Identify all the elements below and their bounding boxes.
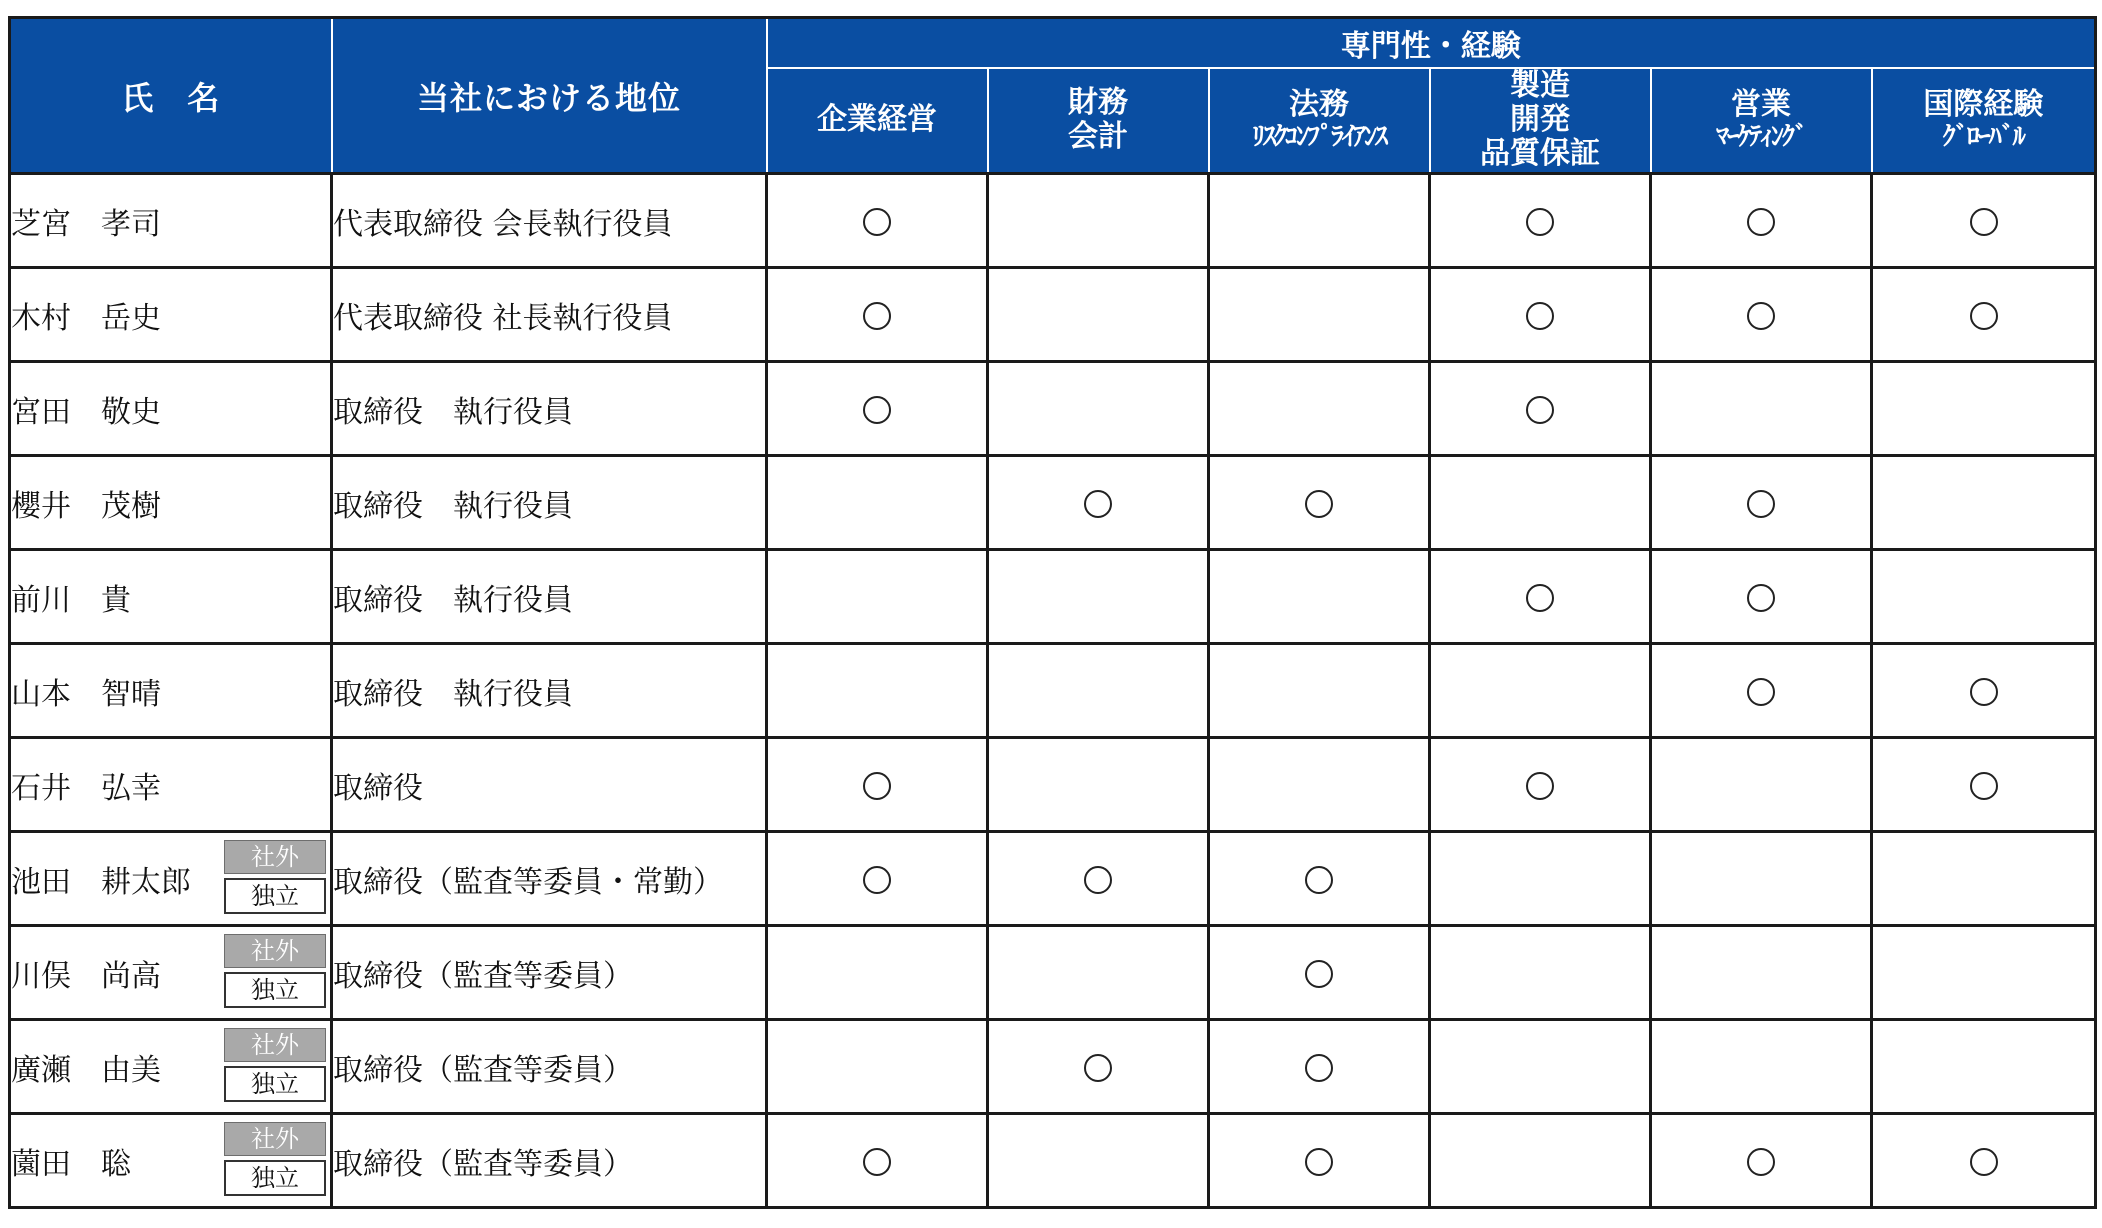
circle-mark-icon bbox=[1970, 678, 1998, 706]
outside-director-badge: 社外 bbox=[224, 1028, 326, 1062]
table-row bbox=[10, 926, 2096, 1020]
header-skill-line: 開発 bbox=[1510, 102, 1570, 138]
circle-mark-icon bbox=[1305, 1054, 1333, 1082]
header-skill-line: 品質保証 bbox=[1480, 136, 1600, 172]
header-skill-3 bbox=[1430, 68, 1651, 174]
table-row bbox=[10, 268, 2096, 362]
header-name: 氏 名 bbox=[10, 18, 332, 174]
skill-cell bbox=[1209, 738, 1430, 832]
header-skill-5 bbox=[1872, 68, 2096, 174]
director-badges bbox=[224, 840, 326, 914]
skill-cell bbox=[1430, 550, 1651, 644]
circle-mark-icon bbox=[1305, 960, 1333, 988]
director-name-cell bbox=[10, 832, 332, 926]
director-name: 川俣 尚高 bbox=[11, 958, 161, 994]
director-name: 前川 貴 bbox=[11, 582, 131, 618]
circle-mark-icon bbox=[1747, 490, 1775, 518]
table-row bbox=[10, 456, 2096, 550]
circle-mark-icon bbox=[1084, 866, 1112, 894]
skill-cell bbox=[1872, 550, 2096, 644]
skill-cell bbox=[767, 738, 988, 832]
skill-cell bbox=[1651, 832, 1872, 926]
director-name-cell bbox=[10, 644, 332, 738]
circle-mark-icon bbox=[863, 866, 891, 894]
skill-cell bbox=[1872, 1020, 2096, 1114]
skill-cell bbox=[988, 644, 1209, 738]
table-row bbox=[10, 832, 2096, 926]
skill-cell bbox=[1430, 644, 1651, 738]
skill-cell bbox=[1430, 362, 1651, 456]
skill-cell bbox=[1872, 644, 2096, 738]
skill-cell bbox=[1651, 456, 1872, 550]
header-skill-line: 国際経験 bbox=[1923, 87, 2044, 123]
circle-mark-icon bbox=[1084, 490, 1112, 518]
circle-mark-icon bbox=[1970, 208, 1998, 236]
skill-cell bbox=[1651, 1020, 1872, 1114]
header-skill-line: ｸﾞﾛｰﾊﾞﾙ bbox=[1942, 122, 2024, 153]
skill-cell bbox=[767, 174, 988, 268]
director-position: 取締役 執行役員 bbox=[332, 644, 767, 738]
table-row bbox=[10, 174, 2096, 268]
circle-mark-icon bbox=[1970, 1148, 1998, 1176]
director-badges bbox=[224, 934, 326, 1008]
table-row bbox=[10, 362, 2096, 456]
circle-mark-icon bbox=[1305, 866, 1333, 894]
table-row bbox=[10, 1020, 2096, 1114]
skill-cell bbox=[767, 926, 988, 1020]
circle-mark-icon bbox=[1747, 678, 1775, 706]
skill-cell bbox=[767, 832, 988, 926]
director-name-cell bbox=[10, 1114, 332, 1208]
director-position: 取締役 執行役員 bbox=[332, 550, 767, 644]
skill-cell bbox=[1430, 926, 1651, 1020]
skill-cell bbox=[988, 1114, 1209, 1208]
header-skill-line: ﾏｰｹﾃｨﾝｸﾞ bbox=[1715, 122, 1806, 153]
header-skill-4 bbox=[1651, 68, 1872, 174]
circle-mark-icon bbox=[1526, 302, 1554, 330]
skill-cell bbox=[988, 362, 1209, 456]
table-row bbox=[10, 550, 2096, 644]
header-skill-2 bbox=[1209, 68, 1430, 174]
circle-mark-icon bbox=[1747, 302, 1775, 330]
outside-director-badge: 社外 bbox=[224, 934, 326, 968]
skill-cell bbox=[1209, 1020, 1430, 1114]
independent-director-badge: 独立 bbox=[224, 1066, 326, 1102]
director-position: 取締役（監査等委員・常勤） bbox=[332, 832, 767, 926]
circle-mark-icon bbox=[1747, 584, 1775, 612]
independent-director-badge: 独立 bbox=[224, 878, 326, 914]
skill-cell bbox=[1209, 362, 1430, 456]
independent-director-badge: 独立 bbox=[224, 972, 326, 1008]
circle-mark-icon bbox=[863, 396, 891, 424]
director-name: 池田 耕太郎 bbox=[11, 864, 191, 900]
skill-cell bbox=[1430, 174, 1651, 268]
skill-cell bbox=[1209, 644, 1430, 738]
table-row bbox=[10, 1114, 2096, 1208]
header-skill-line: ﾘｽｸｺﾝﾌﾟﾗｲｱﾝｽ bbox=[1251, 122, 1386, 153]
skill-cell bbox=[767, 644, 988, 738]
skill-cell bbox=[988, 550, 1209, 644]
director-name: 山本 智晴 bbox=[11, 676, 161, 712]
circle-mark-icon bbox=[863, 302, 891, 330]
circle-mark-icon bbox=[1970, 302, 1998, 330]
skill-cell bbox=[1872, 174, 2096, 268]
skill-cell bbox=[1209, 1114, 1430, 1208]
header-skill-line: 法務 bbox=[1289, 87, 1349, 123]
circle-mark-icon bbox=[1747, 208, 1775, 236]
skill-cell bbox=[1651, 644, 1872, 738]
skill-cell bbox=[988, 1020, 1209, 1114]
director-name: 櫻井 茂樹 bbox=[11, 488, 161, 524]
circle-mark-icon bbox=[1526, 208, 1554, 236]
skill-cell bbox=[988, 832, 1209, 926]
circle-mark-icon bbox=[1305, 490, 1333, 518]
header-skill-line: 財務 bbox=[1068, 85, 1128, 121]
director-name: 廣瀬 由美 bbox=[11, 1052, 161, 1088]
skill-cell bbox=[1651, 362, 1872, 456]
skill-cell bbox=[1209, 832, 1430, 926]
director-badges bbox=[224, 1122, 326, 1196]
circle-mark-icon bbox=[863, 772, 891, 800]
director-name-cell bbox=[10, 456, 332, 550]
director-name-cell bbox=[10, 174, 332, 268]
circle-mark-icon bbox=[863, 1148, 891, 1176]
header-expertise-group: 専門性・経験 bbox=[767, 18, 2096, 68]
circle-mark-icon bbox=[863, 208, 891, 236]
director-name: 木村 岳史 bbox=[11, 300, 161, 336]
director-position: 取締役（監査等委員） bbox=[332, 1020, 767, 1114]
skill-cell bbox=[1872, 926, 2096, 1020]
skill-cell bbox=[988, 926, 1209, 1020]
skill-cell bbox=[1651, 550, 1872, 644]
header-position: 当社における地位 bbox=[332, 18, 767, 174]
skill-cell bbox=[1209, 926, 1430, 1020]
director-name: 宮田 敬史 bbox=[11, 394, 161, 430]
header-skill-line: 企業経営 bbox=[817, 102, 937, 138]
circle-mark-icon bbox=[1305, 1148, 1333, 1176]
skill-cell bbox=[1872, 268, 2096, 362]
skill-cell bbox=[1872, 456, 2096, 550]
skill-cell bbox=[1209, 174, 1430, 268]
outside-director-badge: 社外 bbox=[224, 1122, 326, 1156]
director-position: 取締役（監査等委員） bbox=[332, 1114, 767, 1208]
skill-cell bbox=[988, 268, 1209, 362]
table-row bbox=[10, 738, 2096, 832]
skill-cell bbox=[1651, 174, 1872, 268]
skill-cell bbox=[1430, 738, 1651, 832]
director-name-cell bbox=[10, 1020, 332, 1114]
director-position: 代表取締役 社長執行役員 bbox=[332, 268, 767, 362]
outside-director-badge: 社外 bbox=[224, 840, 326, 874]
skill-cell bbox=[1209, 268, 1430, 362]
circle-mark-icon bbox=[1970, 772, 1998, 800]
circle-mark-icon bbox=[1526, 584, 1554, 612]
circle-mark-icon bbox=[1526, 396, 1554, 424]
skill-cell bbox=[1430, 456, 1651, 550]
director-name-cell bbox=[10, 550, 332, 644]
skill-cell bbox=[988, 456, 1209, 550]
skill-cell bbox=[1651, 268, 1872, 362]
director-position: 取締役 bbox=[332, 738, 767, 832]
director-name: 薗田 聡 bbox=[11, 1146, 131, 1182]
skill-cell bbox=[1651, 926, 1872, 1020]
skill-cell bbox=[988, 174, 1209, 268]
independent-director-badge: 独立 bbox=[224, 1160, 326, 1196]
director-name: 石井 弘幸 bbox=[11, 770, 161, 806]
header-skill-line: 製造 bbox=[1510, 68, 1570, 104]
skills-matrix-table bbox=[8, 16, 2097, 1209]
skill-cell bbox=[1651, 1114, 1872, 1208]
skill-cell bbox=[767, 1114, 988, 1208]
skill-cell bbox=[1872, 362, 2096, 456]
director-name-cell bbox=[10, 268, 332, 362]
circle-mark-icon bbox=[1526, 772, 1554, 800]
director-position: 取締役 執行役員 bbox=[332, 456, 767, 550]
director-name: 芝宮 孝司 bbox=[11, 206, 161, 242]
circle-mark-icon bbox=[1747, 1148, 1775, 1176]
skill-cell bbox=[1872, 738, 2096, 832]
director-name-cell bbox=[10, 738, 332, 832]
director-name-cell bbox=[10, 362, 332, 456]
skill-cell bbox=[1651, 738, 1872, 832]
skill-cell bbox=[767, 550, 988, 644]
circle-mark-icon bbox=[1084, 1054, 1112, 1082]
director-position: 取締役 執行役員 bbox=[332, 362, 767, 456]
skill-cell bbox=[767, 1020, 988, 1114]
skill-cell bbox=[1872, 832, 2096, 926]
director-position: 代表取締役 会長執行役員 bbox=[332, 174, 767, 268]
table-header bbox=[10, 18, 2096, 174]
header-skill-line: 営業 bbox=[1731, 87, 1791, 123]
header-skill-1 bbox=[988, 68, 1209, 174]
skill-cell bbox=[1872, 1114, 2096, 1208]
skill-cell bbox=[988, 738, 1209, 832]
header-skill-0 bbox=[767, 68, 988, 174]
skill-cell bbox=[767, 456, 988, 550]
skill-cell bbox=[1430, 1020, 1651, 1114]
skill-cell bbox=[1430, 832, 1651, 926]
header-skill-line: 会計 bbox=[1068, 119, 1128, 155]
skill-cell bbox=[1209, 550, 1430, 644]
skill-cell bbox=[767, 362, 988, 456]
skill-cell bbox=[1430, 1114, 1651, 1208]
skill-cell bbox=[1430, 268, 1651, 362]
director-position: 取締役（監査等委員） bbox=[332, 926, 767, 1020]
director-name-cell bbox=[10, 926, 332, 1020]
skill-cell bbox=[767, 268, 988, 362]
skill-cell bbox=[1209, 456, 1430, 550]
table-body bbox=[10, 174, 2096, 1208]
director-badges bbox=[224, 1028, 326, 1102]
table-row bbox=[10, 644, 2096, 738]
